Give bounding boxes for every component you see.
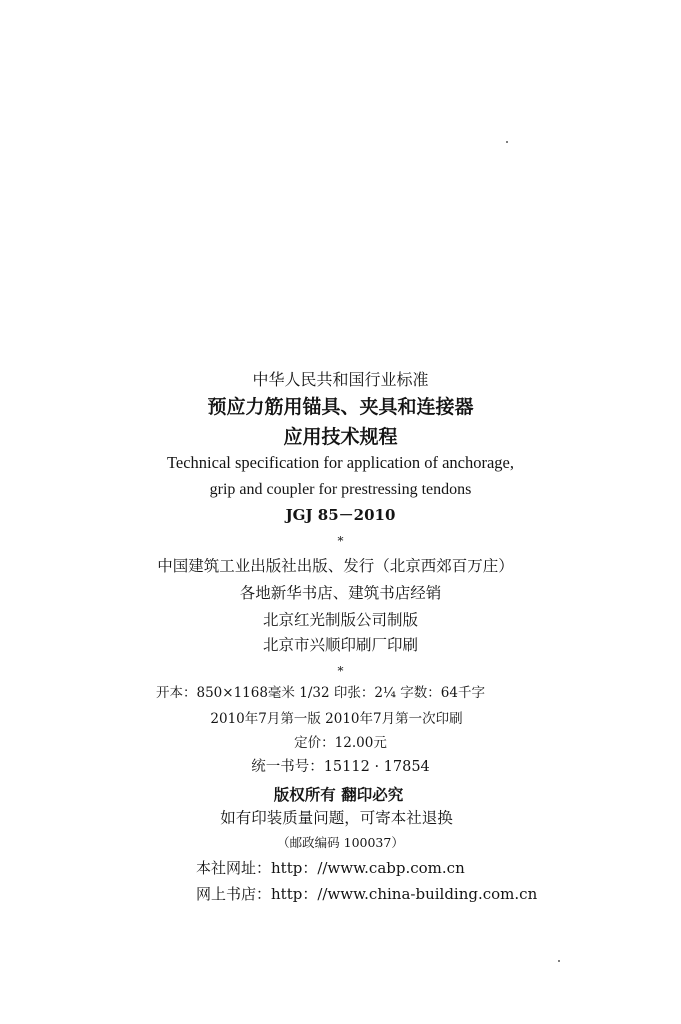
- distributor-line: 各地新华书店、建筑书店经销: [239, 584, 442, 602]
- plate-maker-line: 北京红光制版公司制版: [262, 611, 418, 629]
- postcode-line: （邮政编码 100037）: [277, 835, 404, 850]
- format-line: 开本：850×1168毫米 1/32 印张：2¼ 字数：64千字: [156, 685, 485, 701]
- english-title-line-1: Technical specification for application of anchorage,: [166, 453, 514, 472]
- title-line-2: 应用技术规程: [283, 426, 398, 448]
- title-line-1: 预应力筋用锚具、夹具和连接器: [207, 396, 474, 418]
- online-store-line: 网上书店：http：//www.china-building.com.cn: [196, 885, 538, 903]
- separator-star: *: [337, 664, 344, 678]
- return-notice: 如有印装质量问题，可寄本社退换: [220, 809, 453, 827]
- scan-speck: [558, 960, 560, 962]
- printer-line: 北京市兴顺印刷厂印刷: [262, 636, 418, 654]
- website-line: 本社网址：http：//www.cabp.com.cn: [196, 859, 465, 877]
- english-title-line-2: grip and coupler for prestressing tendons: [209, 481, 472, 498]
- copyright-line: 版权所有 翻印必究: [273, 785, 404, 804]
- separator-star: *: [337, 534, 344, 548]
- edition-line: 2010年7月第一版 2010年7月第一次印刷: [210, 711, 463, 727]
- unified-book-number: 统一书号：15112 · 17854: [251, 759, 430, 775]
- scan-speck: [506, 141, 508, 143]
- publisher-line: 中国建筑工业出版社出版、发行（北京西郊百万庄）: [157, 557, 514, 575]
- standard-category: 中华人民共和国行业标准: [252, 370, 429, 389]
- standard-code: JGJ 85－2010: [285, 506, 396, 524]
- price-line: 定价：12.00元: [294, 735, 387, 751]
